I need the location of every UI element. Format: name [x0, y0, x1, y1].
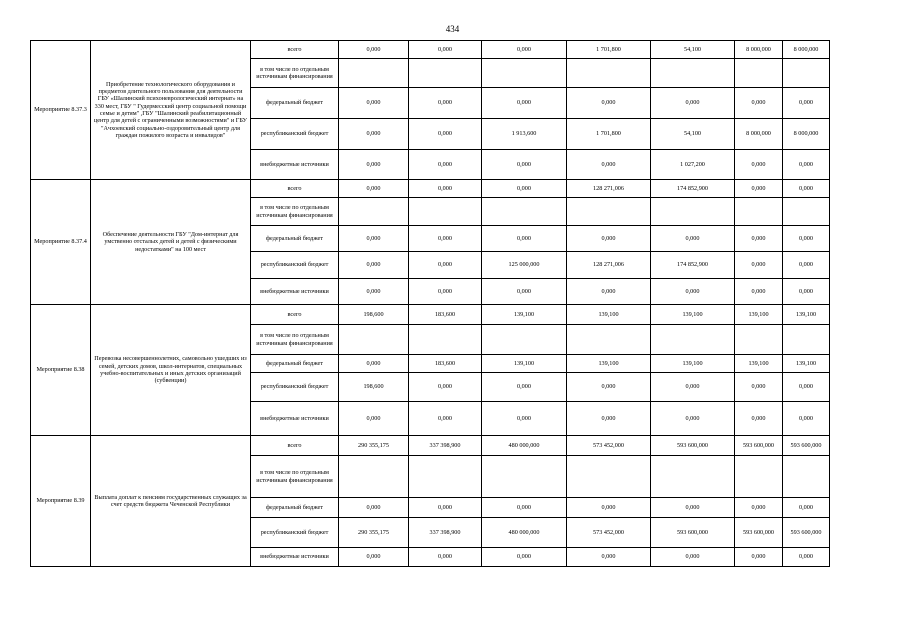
amount-cell: 0,000 — [651, 88, 735, 119]
funding-source-cell: в том числе по отдельным источникам финансирования — [251, 456, 339, 498]
amount-cell: 0,000 — [567, 226, 651, 252]
amount-cell: 0,000 — [482, 498, 567, 518]
amount-cell: 0,000 — [783, 373, 830, 402]
funding-source-cell: республиканский бюджет — [251, 119, 339, 150]
amount-cell: 0,000 — [482, 279, 567, 305]
funding-source-cell: всего — [251, 41, 339, 59]
amount-cell: 0,000 — [482, 373, 567, 402]
amount-cell — [409, 198, 482, 226]
amount-cell: 183,600 — [409, 305, 482, 325]
amount-cell — [783, 198, 830, 226]
amount-cell: 0,000 — [651, 498, 735, 518]
amount-cell — [567, 198, 651, 226]
funding-source-cell: всего — [251, 305, 339, 325]
amount-cell: 1 913,600 — [482, 119, 567, 150]
funding-source-cell: внебюджетные источники — [251, 402, 339, 436]
amount-cell: 0,000 — [567, 498, 651, 518]
amount-cell: 0,000 — [783, 279, 830, 305]
funding-source-cell: всего — [251, 180, 339, 198]
amount-cell: 0,000 — [482, 150, 567, 180]
amount-cell: 139,100 — [783, 305, 830, 325]
amount-cell: 8 000,000 — [783, 41, 830, 59]
funding-source-cell: федеральный бюджет — [251, 88, 339, 119]
amount-cell: 139,100 — [735, 305, 783, 325]
amount-cell — [783, 59, 830, 88]
funding-source-cell: в том числе по отдельным источникам финансирования — [251, 198, 339, 226]
amount-cell: 0,000 — [339, 548, 409, 567]
amount-cell: 0,000 — [783, 252, 830, 279]
table-row — [31, 436, 830, 456]
amount-cell: 480 000,000 — [482, 518, 567, 548]
funding-source-cell: федеральный бюджет — [251, 226, 339, 252]
amount-cell: 0,000 — [409, 180, 482, 198]
amount-cell — [735, 59, 783, 88]
funding-source-cell: федеральный бюджет — [251, 498, 339, 518]
amount-cell: 0,000 — [735, 180, 783, 198]
amount-cell: 573 452,000 — [567, 436, 651, 456]
amount-cell — [783, 456, 830, 498]
amount-cell: 8 000,000 — [783, 119, 830, 150]
amount-cell — [567, 59, 651, 88]
amount-cell: 337 398,900 — [409, 436, 482, 456]
funding-source-cell: внебюджетные источники — [251, 279, 339, 305]
measure-cell: Мероприятие 8.37.3 — [31, 41, 91, 180]
amount-cell — [482, 198, 567, 226]
amount-cell: 0,000 — [735, 252, 783, 279]
funding-source-cell: внебюджетные источники — [251, 150, 339, 180]
amount-cell: 0,000 — [783, 548, 830, 567]
amount-cell: 0,000 — [339, 150, 409, 180]
amount-cell: 593 600,000 — [651, 518, 735, 548]
amount-cell: 0,000 — [651, 402, 735, 436]
amount-cell — [651, 59, 735, 88]
amount-cell: 0,000 — [783, 88, 830, 119]
amount-cell — [409, 325, 482, 355]
amount-cell: 0,000 — [783, 226, 830, 252]
description-cell: Перевозка несовершеннолетних, самовольно ушедших из семей, детских домов, школ-интернатов, специальных учебно-воспитательных и иных детских организаций (субвенции) — [91, 305, 251, 436]
amount-cell: 0,000 — [735, 279, 783, 305]
amount-cell: 0,000 — [409, 150, 482, 180]
amount-cell — [339, 198, 409, 226]
amount-cell — [482, 456, 567, 498]
amount-cell: 0,000 — [409, 402, 482, 436]
amount-cell: 0,000 — [567, 373, 651, 402]
amount-cell: 0,000 — [409, 252, 482, 279]
amount-cell: 0,000 — [783, 150, 830, 180]
amount-cell: 573 452,000 — [567, 518, 651, 548]
amount-cell: 183,600 — [409, 355, 482, 373]
budget-table-body — [31, 41, 830, 567]
amount-cell: 128 271,006 — [567, 180, 651, 198]
funding-source-cell: всего — [251, 436, 339, 456]
amount-cell: 0,000 — [409, 119, 482, 150]
amount-cell: 0,000 — [783, 498, 830, 518]
budget-table — [30, 40, 830, 567]
amount-cell: 0,000 — [783, 180, 830, 198]
amount-cell: 0,000 — [651, 373, 735, 402]
funding-source-cell: республиканский бюджет — [251, 518, 339, 548]
amount-cell: 0,000 — [651, 226, 735, 252]
amount-cell: 0,000 — [735, 402, 783, 436]
amount-cell: 1 701,800 — [567, 41, 651, 59]
amount-cell — [482, 325, 567, 355]
funding-source-cell: федеральный бюджет — [251, 355, 339, 373]
amount-cell: 593 600,000 — [735, 518, 783, 548]
amount-cell: 0,000 — [735, 548, 783, 567]
amount-cell: 0,000 — [567, 402, 651, 436]
amount-cell: 0,000 — [409, 373, 482, 402]
amount-cell: 0,000 — [409, 279, 482, 305]
amount-cell — [735, 456, 783, 498]
amount-cell: 0,000 — [339, 226, 409, 252]
amount-cell: 290 355,175 — [339, 436, 409, 456]
funding-source-cell: республиканский бюджет — [251, 252, 339, 279]
amount-cell: 1 027,200 — [651, 150, 735, 180]
funding-source-cell: республиканский бюджет — [251, 373, 339, 402]
amount-cell: 593 600,000 — [783, 436, 830, 456]
amount-cell: 0,000 — [339, 252, 409, 279]
amount-cell: 0,000 — [339, 180, 409, 198]
amount-cell: 0,000 — [339, 119, 409, 150]
amount-cell: 0,000 — [409, 548, 482, 567]
amount-cell: 139,100 — [567, 305, 651, 325]
amount-cell: 0,000 — [783, 402, 830, 436]
amount-cell: 0,000 — [651, 279, 735, 305]
amount-cell — [339, 456, 409, 498]
amount-cell — [651, 198, 735, 226]
amount-cell: 0,000 — [735, 373, 783, 402]
description-cell: Приобретение технологического оборудования и предметов длительного пользования для деятельности ГБУ «Шалинский психоневрологический интернат» на 330 мест, ГБУ " Гудермесский центр социальной помощи семье и детям" ,ГБУ "Шалинский реабилитационный центр для детей с ограниченными возможностями" и ГБУ "Ачхоевский социально-оздоровительный центр для граждан пожилого возраста и инвалидов" — [91, 41, 251, 180]
amount-cell: 0,000 — [482, 180, 567, 198]
amount-cell: 0,000 — [339, 402, 409, 436]
amount-cell: 0,000 — [735, 88, 783, 119]
amount-cell — [783, 325, 830, 355]
amount-cell: 139,100 — [651, 305, 735, 325]
amount-cell: 8 000,000 — [735, 41, 783, 59]
amount-cell: 0,000 — [735, 498, 783, 518]
amount-cell — [339, 325, 409, 355]
amount-cell: 139,100 — [567, 355, 651, 373]
amount-cell: 337 398,900 — [409, 518, 482, 548]
amount-cell: 0,000 — [409, 88, 482, 119]
amount-cell: 0,000 — [482, 548, 567, 567]
description-cell: Обеспечение деятельности ГБУ "Дом-интернат для умственно отсталых детей и детей с физическими недостатками" на 100 мест — [91, 180, 251, 305]
page-number: 434 — [445, 24, 460, 34]
amount-cell: 0,000 — [339, 41, 409, 59]
amount-cell — [567, 325, 651, 355]
table-row — [31, 305, 830, 325]
amount-cell: 0,000 — [735, 226, 783, 252]
amount-cell: 139,100 — [482, 305, 567, 325]
amount-cell — [409, 456, 482, 498]
funding-source-cell: в том числе по отдельным источникам финансирования — [251, 325, 339, 355]
amount-cell: 0,000 — [567, 279, 651, 305]
amount-cell: 290 355,175 — [339, 518, 409, 548]
amount-cell: 0,000 — [567, 548, 651, 567]
funding-source-cell: внебюджетные источники — [251, 548, 339, 567]
amount-cell: 8 000,000 — [735, 119, 783, 150]
amount-cell — [339, 59, 409, 88]
amount-cell: 0,000 — [339, 88, 409, 119]
amount-cell: 174 852,900 — [651, 180, 735, 198]
amount-cell — [651, 456, 735, 498]
amount-cell: 0,000 — [339, 498, 409, 518]
amount-cell: 174 852,900 — [651, 252, 735, 279]
amount-cell: 54,100 — [651, 41, 735, 59]
funding-source-cell: в том числе по отдельным источникам финансирования — [251, 59, 339, 88]
amount-cell: 0,000 — [409, 41, 482, 59]
amount-cell: 0,000 — [567, 150, 651, 180]
table-row — [31, 41, 830, 59]
amount-cell: 593 600,000 — [651, 436, 735, 456]
amount-cell — [482, 59, 567, 88]
amount-cell: 0,000 — [482, 402, 567, 436]
amount-cell: 0,000 — [567, 88, 651, 119]
amount-cell: 480 000,000 — [482, 436, 567, 456]
amount-cell: 0,000 — [735, 150, 783, 180]
table-row — [31, 180, 830, 198]
amount-cell: 0,000 — [409, 226, 482, 252]
amount-cell: 0,000 — [409, 498, 482, 518]
amount-cell: 0,000 — [339, 355, 409, 373]
amount-cell: 139,100 — [735, 355, 783, 373]
amount-cell: 0,000 — [482, 226, 567, 252]
amount-cell: 139,100 — [783, 355, 830, 373]
measure-cell: Мероприятие 8.39 — [31, 436, 91, 567]
amount-cell: 593 600,000 — [783, 518, 830, 548]
amount-cell — [567, 456, 651, 498]
amount-cell: 139,100 — [651, 355, 735, 373]
measure-cell: Мероприятие 8.37.4 — [31, 180, 91, 305]
amount-cell: 198,600 — [339, 305, 409, 325]
amount-cell: 1 701,800 — [567, 119, 651, 150]
amount-cell: 198,600 — [339, 373, 409, 402]
amount-cell: 0,000 — [651, 548, 735, 567]
amount-cell: 125 000,000 — [482, 252, 567, 279]
amount-cell: 54,100 — [651, 119, 735, 150]
description-cell: Выплата доплат к пенсиям государственных служащих за счет средств бюджета Чеченской Республики — [91, 436, 251, 567]
amount-cell: 0,000 — [482, 41, 567, 59]
amount-cell: 593 600,000 — [735, 436, 783, 456]
amount-cell: 0,000 — [339, 279, 409, 305]
amount-cell: 0,000 — [482, 88, 567, 119]
amount-cell — [735, 325, 783, 355]
amount-cell: 128 271,006 — [567, 252, 651, 279]
amount-cell — [651, 325, 735, 355]
amount-cell — [409, 59, 482, 88]
amount-cell — [735, 198, 783, 226]
amount-cell: 139,100 — [482, 355, 567, 373]
measure-cell: Мероприятие 8.38 — [31, 305, 91, 436]
